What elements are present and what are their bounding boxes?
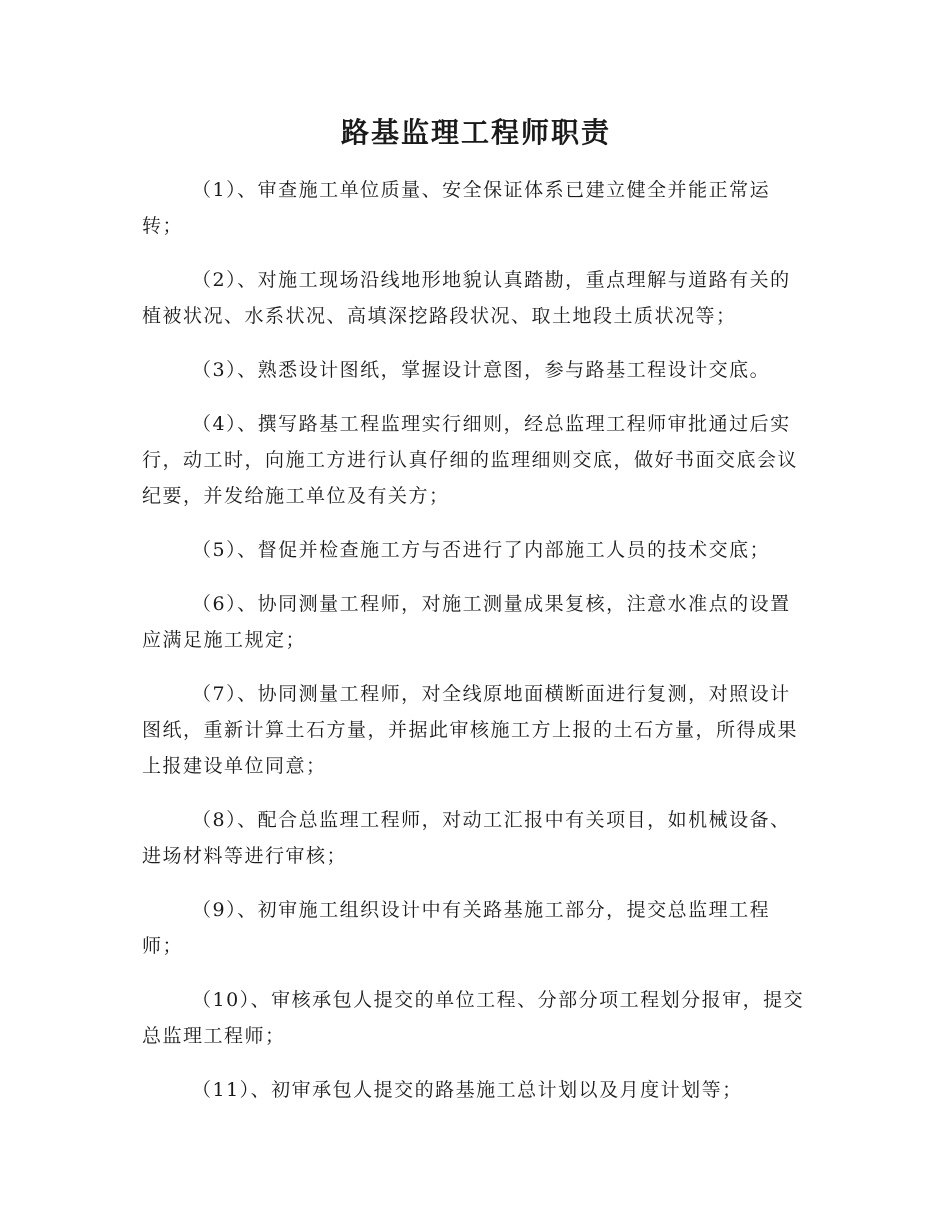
paragraph-9: （9）、初审施工组织设计中有关路基施工部分，提交总监理工程师； <box>142 899 771 957</box>
paragraph-1: （1）、审查施工单位质量、安全保证体系已建立健全并能正常运转； <box>142 179 771 237</box>
paragraph-6: （6）、协同测量工程师，对施工测量成果复核，注意水准点的设置应满足施工规定； <box>142 593 791 651</box>
paragraph-5: （5）、督促并检查施工方与否进行了内部施工人员的技术交底； <box>192 539 771 561</box>
paragraph-3: （3）、熟悉设计图纸，掌握设计意图，参与路基工程设计交底。 <box>192 359 771 381</box>
paragraph-2: （2）、对施工现场沿线地形地貌认真踏勘，重点理解与道路有关的植被状况、水系状况、高填深挖路段状况、取土地段土质状况等； <box>142 269 791 327</box>
paragraph-11: （11）、初审承包人提交的路基施工总计划以及月度计划等； <box>192 1079 743 1101</box>
paragraph-10: （10）、审核承包人提交的单位工程、分部分项工程划分报审，提交总监理工程师； <box>142 989 805 1047</box>
paragraph-8: （8）、配合总监理工程师，对动工汇报中有关项目，如机械设备、进场材料等进行审核； <box>142 809 791 867</box>
paragraph-7: （7）、协同测量工程师，对全线原地面横断面进行复测，对照设计图纸，重新计算土石方量，并据此审核施工方上报的土石方量，所得成果上报建设单位同意； <box>142 683 799 777</box>
paragraph-4: （4）、撰写路基工程监理实行细则，经总监理工程师审批通过后实行，动工时，向施工方进行认真仔细的监理细则交底，做好书面交底会议纪要，并发给施工单位及有关方； <box>142 413 799 507</box>
document-title: 路基监理工程师职责 <box>340 116 611 149</box>
